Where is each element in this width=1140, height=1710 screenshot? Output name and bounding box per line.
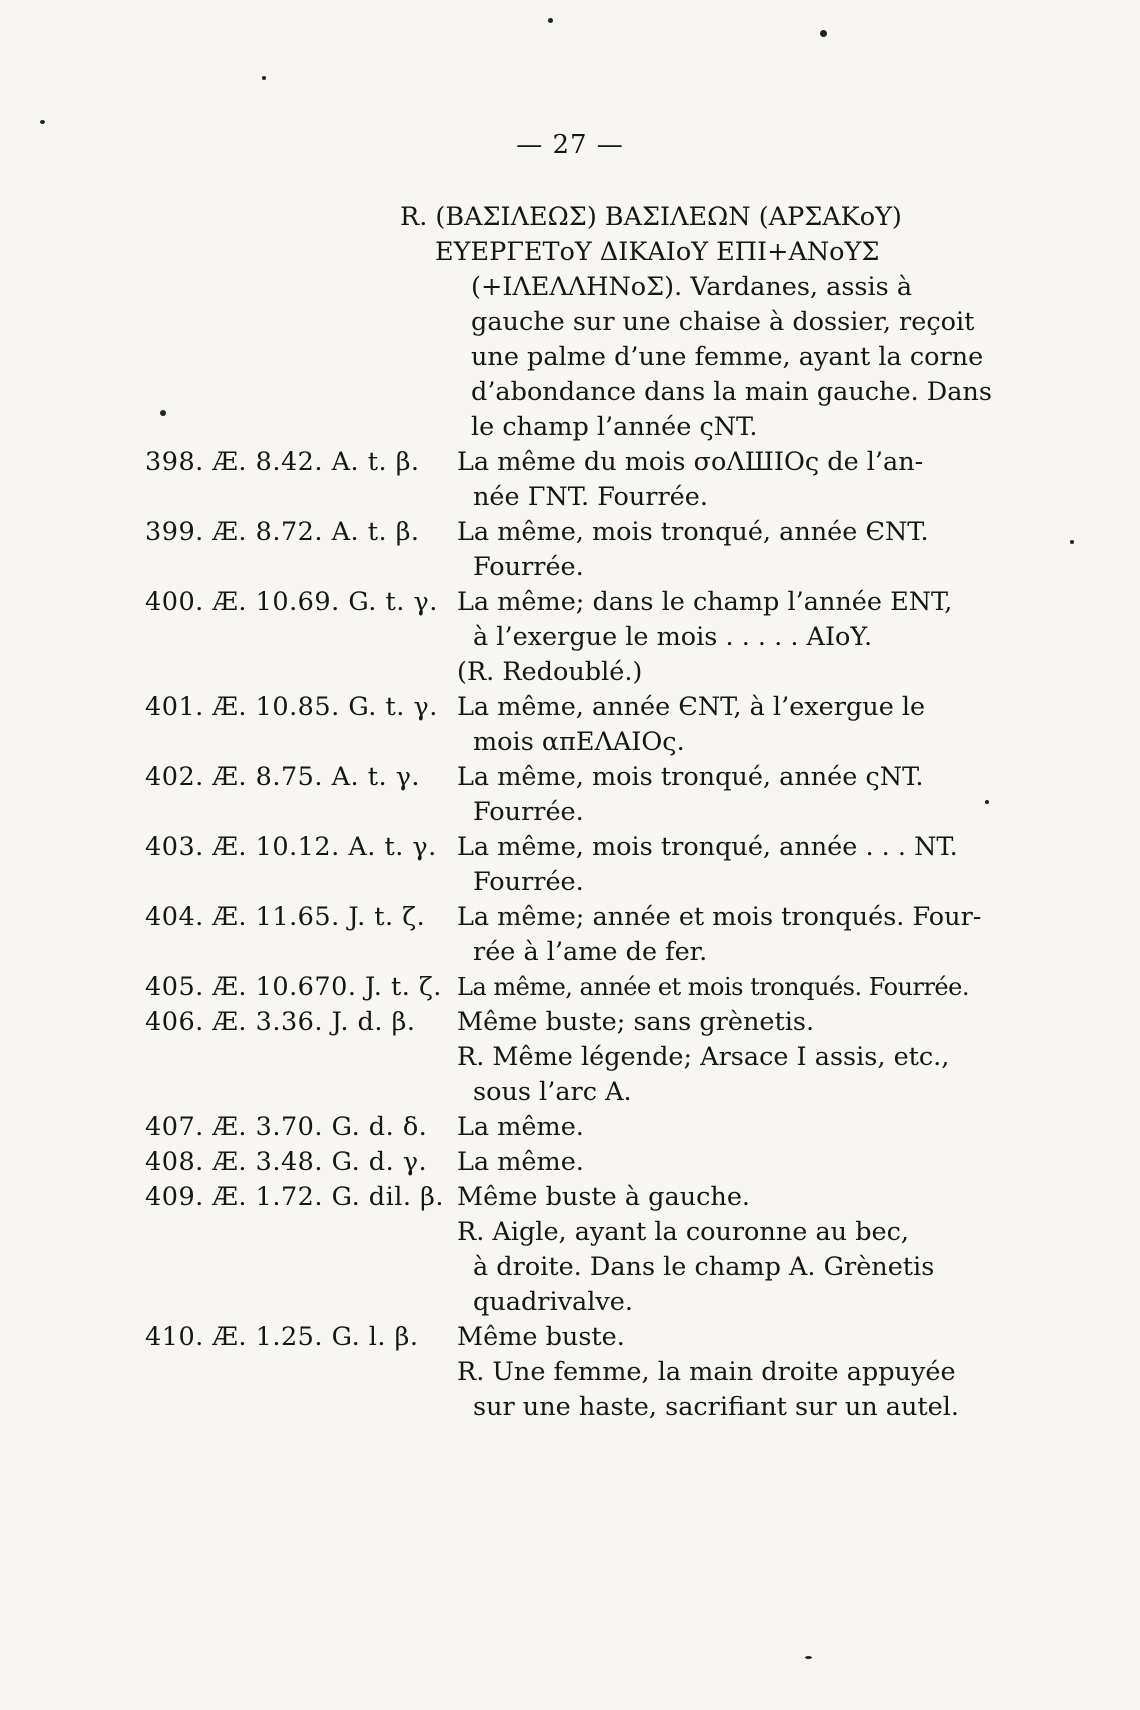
print-speck <box>985 800 989 804</box>
print-speck <box>1070 540 1074 544</box>
entry-reference: 400. Æ. 10.69. G. t. γ. <box>145 587 438 617</box>
entry-reverse: R. Une femme, la main droite appuyée <box>457 1357 956 1387</box>
entry-reference: 402. Æ. 8.75. A. t. γ. <box>145 762 421 792</box>
entry-description: La même du mois σοΛШΙΟς de l’an- <box>457 447 924 477</box>
entry-continuation: Fourrée. <box>473 867 584 897</box>
coin-entry-398 <box>145 445 945 515</box>
entry-description: La même, mois tronqué, année . . . NT. <box>457 832 958 862</box>
entry-reference: 403. Æ. 10.12. A. t. γ. <box>145 832 437 862</box>
entry-continuation: rée à l’ame de fer. <box>473 937 708 967</box>
coin-entry-401 <box>145 690 945 760</box>
entry-description: La même. <box>457 1112 584 1142</box>
entry-description: La même, année ЄNT, à l’exergue le <box>457 692 926 722</box>
entry-reference: 408. Æ. 3.48. G. d. γ. <box>145 1147 428 1177</box>
entry-description: Même buste; sans grènetis. <box>457 1007 815 1037</box>
print-speck <box>40 120 45 124</box>
legend-line: ΕΥΕΡΓΕΤοΥ ΔΙΚΑΙοΥ ΕΠΙ+ΑΝοΥΣ <box>435 237 880 267</box>
entry-reverse: R. Même légende; Arsace I assis, etc., <box>457 1042 950 1072</box>
entry-description: Même buste. <box>457 1322 625 1352</box>
coin-entry-404 <box>145 900 982 970</box>
entry-reference: 406. Æ. 3.36. J. d. β. <box>145 1007 416 1037</box>
entry-description: La même, mois tronqué, année ςNT. <box>457 762 924 792</box>
coin-entry-405 <box>145 970 969 1005</box>
print-speck <box>805 1656 812 1659</box>
entry-reverse-continuation: sur une haste, sacrifiant sur un autel. <box>473 1392 959 1422</box>
coin-entry-402 <box>145 760 945 830</box>
reverse-legend-block <box>400 200 992 445</box>
coin-entry-400 <box>145 585 953 690</box>
entry-description: La même; dans le champ l’année ENT, <box>457 587 953 617</box>
legend-line: (+ΙΛΕΛΛΗΝοΣ). Vardanes, assis à <box>471 272 913 302</box>
print-speck <box>160 410 166 416</box>
entry-description: Même buste à gauche. <box>457 1182 751 1212</box>
coin-entry-399 <box>145 515 945 585</box>
entry-reference: 401. Æ. 10.85. G. t. γ. <box>145 692 438 722</box>
description-line: le champ l’année ςNT. <box>471 412 758 442</box>
coin-entry-403 <box>145 830 958 900</box>
coin-entry-406 <box>145 1005 950 1110</box>
entry-reference: 410. Æ. 1.25. G. l. β. <box>145 1322 419 1352</box>
coin-entry-409 <box>145 1180 945 1320</box>
page-number: — 27 — <box>516 130 624 160</box>
entry-reference: 404. Æ. 11.65. J. t. ζ. <box>145 902 426 932</box>
print-speck <box>548 18 553 23</box>
entry-reverse-continuation: sous l’arc A. <box>473 1077 632 1107</box>
entry-description: La même, mois tronqué, année ЄNT. <box>457 517 929 547</box>
entry-reference: 409. Æ. 1.72. G. dil. β. <box>145 1182 444 1212</box>
entry-continuation: mois απΕΛΑΙΟς. <box>473 727 685 757</box>
coin-entries-list <box>145 445 982 1425</box>
print-speck <box>262 76 266 80</box>
entry-reverse: R. Aigle, ayant la couronne au bec, <box>457 1217 909 1247</box>
legend-line: R. (ΒΑΣΙΛΕΩΣ) ΒΑΣΙΛΕΩΝ (ΑΡΣΑΚοΥ) <box>400 202 902 232</box>
coin-entry-407 <box>145 1110 945 1145</box>
entry-reference: 407. Æ. 3.70. G. d. δ. <box>145 1112 428 1142</box>
entry-description: La même; année et mois tronqués. Four- <box>457 902 982 932</box>
description-line: d’abondance dans la main gauche. Dans <box>471 377 992 407</box>
coin-entry-408 <box>145 1145 945 1180</box>
entry-reference: 398. Æ. 8.42. A. t. β. <box>145 447 420 477</box>
entry-continuation: née ΓNT. Fourrée. <box>473 482 708 512</box>
print-speck <box>820 30 827 37</box>
entry-continuation: Fourrée. <box>473 552 584 582</box>
description-line: une palme d’une femme, ayant la corne <box>471 342 984 372</box>
entry-continuation: à l’exergue le mois . . . . . AΙoY. <box>473 622 873 652</box>
entry-reverse-continuation: à droite. Dans le champ A. Grènetis <box>473 1252 935 1282</box>
entry-reverse-continuation: quadrivalve. <box>473 1287 633 1317</box>
entry-continuation: Fourrée. <box>473 797 584 827</box>
description-line: gauche sur une chaise à dossier, reçoit <box>471 307 975 337</box>
entry-description: La même, année et mois tronqués. Fourrée. <box>457 973 969 1001</box>
entry-reference: 405. Æ. 10.670. J. t. ζ. <box>145 972 442 1002</box>
coin-entry-410 <box>145 1320 959 1425</box>
entry-description: La même. <box>457 1147 584 1177</box>
entry-reference: 399. Æ. 8.72. A. t. β. <box>145 517 420 547</box>
entry-reverse: (R. Redoublé.) <box>457 657 643 687</box>
